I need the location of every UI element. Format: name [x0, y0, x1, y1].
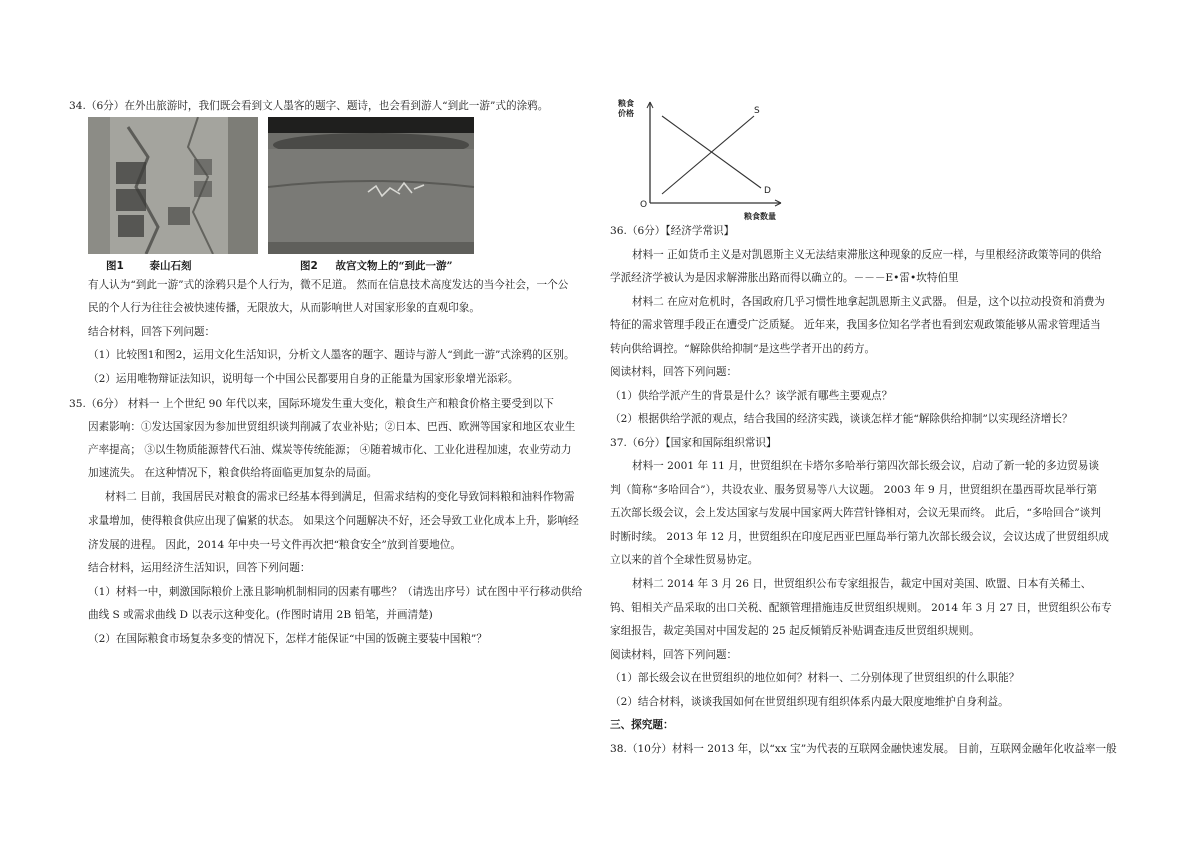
demand-curve — [662, 116, 761, 188]
q34-stem: 34.（6分）在外出旅游时，我们既会看到文人墨客的题字、题诗，也会看到游人“到此一游”式的涂鸦。 — [69, 100, 549, 112]
q34-prompt: 结合材料，回答下列问题： — [88, 326, 216, 338]
q35-material1-line: 35.（6分） 材料一 上个世纪 90 年代以来，国际环境发生重大变化，粮食生产和粮食价格主要受到以下 — [69, 398, 554, 410]
q37-material1-line: 时断时续。 2013 年 12 月，世贸组织在印度尼西亚巴厘岛举行第九次部长级会议，会议达成了世贸组织成 — [610, 531, 1109, 543]
supply-curve — [662, 116, 754, 194]
q35-material2-line: 求量增加，使得粮食供应出现了偏紧的状态。 如果这个问题解决不好，还会导致工业化成本上升，影响经 — [88, 515, 579, 527]
q36-material2-line: 转向供给调控。“解除供给抑制”是这些学者开出的药方。 — [610, 343, 876, 355]
q37-material1-line: 判（简称“多哈回合”），共设农业、服务贸易等八大议题。 2003 年 9 月，世贸组织在墨西哥坎昆举行第 — [610, 484, 1098, 496]
q35-question: 曲线 S 或需求曲线 D 以表示这种变化。(作图时请用 2B 铅笔，并画清楚) — [88, 609, 433, 621]
figure2-caption — [300, 258, 453, 273]
q36-stem: 36.（6分）【经济学常识】 — [610, 225, 735, 237]
q35-material2-line: 济发展的进程。 因此，2014 年中央一号文件再次把“粮食安全”放到首要地位。 — [88, 539, 461, 551]
figure1-caption — [106, 258, 191, 273]
q34-material-line: 有人认为“到此一游”式的涂鸦只是个人行为，微不足道。 然而在信息技术高度发达的当今社会，一个公 — [88, 279, 569, 291]
q35-question: （1）材料一中，刺激国际粮价上涨且影响机制相同的因素有哪些？（请选出序号）试在图中平行移动供给 — [88, 586, 583, 598]
q38-stem: 38.（10分）材料一 2013 年，以“xx 宝”为代表的互联网金融快速发展。 目前，互联网金融年化收益率一般 — [610, 743, 1117, 755]
section-heading: 三、探究题： — [610, 719, 674, 731]
q36-material1-line: 材料一 正如货币主义是对凯恩斯主义无法结束滞胀这种现象的反应一样，与里根经济政策等同的供给 — [632, 249, 1102, 261]
q35-question: （2）在国际粮食市场复杂多变的情况下，怎样才能保证“中国的饭碗主要装中国粮”？ — [88, 633, 487, 645]
q34-question: （1）比较图1和图2，运用文化生活知识，分析文人墨客的题字、题诗与游人“到此一游”式涂鸦的区别。 — [88, 349, 575, 361]
figure1-image — [88, 117, 258, 254]
q36-material1-line: 学派经济学被认为是因求解滞胀出路而得以确立的。－－－E•雷•坎特伯里 — [610, 272, 959, 284]
supply-demand-graph — [616, 96, 796, 222]
q35-material1-line: 产率提高； ③以生物质能源替代石油、煤炭等传统能源； ④随着城市化、工业化进程加速，农业劳动力 — [88, 444, 572, 456]
figure2-image — [268, 117, 474, 254]
figure2-relic-graffiti-photo — [268, 117, 474, 254]
graph-y-label-1: 粮食 — [618, 99, 634, 108]
q37-material2-line: 材料二 2014 年 3 月 26 日，世贸组织公布专家组报告，裁定中国对美国、欧盟、日本有关稀土、 — [632, 578, 1092, 590]
q37-material2-line: 家组报告，裁定美国对中国发起的 25 起反倾销反补贴调查违反世贸组织规则。 — [610, 625, 980, 637]
q37-material1-line: 五次部长级会议，会上发达国家与发展中国家两大阵营针锋相对，会议无果而终。 此后，“多哈回合”谈判 — [610, 507, 1101, 519]
q37-prompt: 阅读材料，回答下列问题： — [610, 649, 738, 661]
figure1-number: 图1 — [106, 260, 124, 272]
q35-prompt: 结合材料，运用经济生活知识，回答下列问题： — [88, 562, 311, 574]
q34-question: （2）运用唯物辩证法知识，说明每一个中国公民都要用自身的正能量为国家形象增光添彩。 — [88, 373, 519, 385]
figure2-number: 图2 — [300, 260, 318, 272]
q36-material2-line: 特征的需求管理手段正在遭受广泛质疑。 近年来，我国多位知名学者也看到宏观政策能够从需求管理适当 — [610, 319, 1101, 331]
graph-origin: O — [640, 200, 648, 210]
q34-material-line: 民的个人行为往往会被快速传播，无限放大，从而影响世人对国家形象的直观印象。 — [88, 302, 480, 314]
q37-question: （2）结合材料，谈谈我国如何在世贸组织现有组织体系内最大限度地维护自身利益。 — [610, 696, 1009, 708]
q37-stem: 37.（6分）【国家和国际组织常识】 — [610, 437, 777, 449]
q35-material1-line: 加速流失。 在这种情况下，粮食供给将面临更加复杂的局面。 — [88, 467, 378, 479]
q36-prompt: 阅读材料，回答下列问题： — [610, 366, 738, 378]
q35-material2-line: 材料二 目前，我国居民对粮食的需求已经基本得到满足，但需求结构的变化导致饲料粮和油料作物需 — [105, 491, 575, 503]
q36-question: （1）供给学派产生的背景是什么？该学派有哪些主要观点？ — [610, 390, 893, 402]
q37-material1-line: 材料一 2001 年 11 月，世贸组织在卡塔尔多哈举行第四次部长级会议，启动了新一轮的多边贸易谈 — [632, 460, 1100, 472]
q36-material2-line: 材料二 在应对危机时，各国政府几乎习惯性地拿起凯恩斯主义武器。 但是，这个以拉动投资和消费为 — [632, 296, 1105, 308]
figure2-title: 故宫文物上的“到此一游” — [335, 260, 453, 272]
figure1-stone-carving-photo — [88, 117, 258, 254]
q35-material1-line: 因素影响：①发达国家因为参加世贸组织谈判削减了农业补贴；②日本、巴西、欧洲等国家和地区农业生 — [88, 421, 576, 433]
supply-label: S — [754, 106, 760, 116]
q37-material1-line: 立以来的首个全球性贸易协定。 — [610, 554, 759, 566]
figure1-title: 泰山石刻 — [149, 260, 192, 272]
demand-label: D — [764, 186, 771, 196]
q37-question: （1）部长级会议在世贸组织的地位如何？材料一、二分别体现了世贸组织的什么职能？ — [610, 672, 1020, 684]
q37-material2-line: 钨、钼相关产品采取的出口关税、配额管理措施违反世贸组织规则。 2014 年 3 月 27 日，世贸组织公布专 — [610, 602, 1112, 614]
q36-question: （2）根据供给学派的观点，结合我国的经济实践，谈谈怎样才能“解除供给抑制”以实现经济增长？ — [610, 413, 1073, 425]
graph-y-label-2: 价格 — [618, 109, 634, 118]
graph-x-label: 粮食数量 — [744, 212, 776, 221]
